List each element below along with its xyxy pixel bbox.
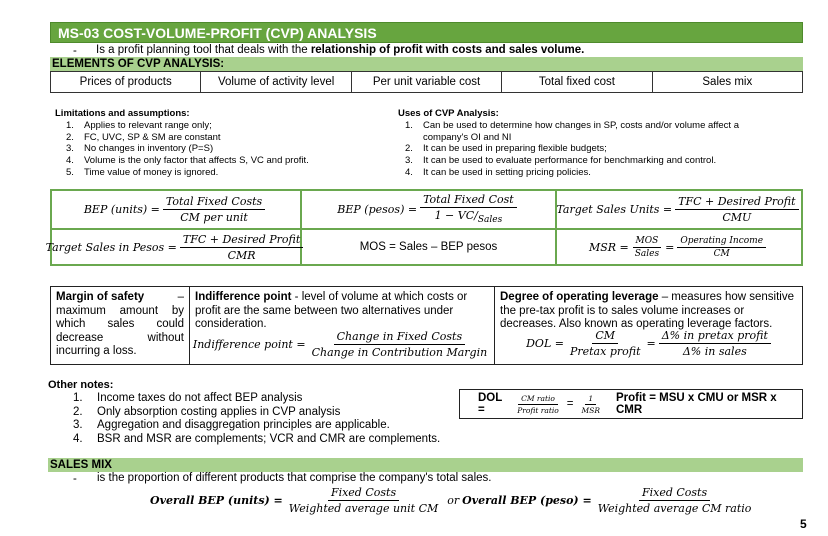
sales-mix-heading: SALES MIX [48, 458, 803, 472]
list-item: 1. Income taxes do not affect BEP analysis [73, 392, 303, 404]
elements-table [50, 71, 803, 93]
mos-formula: MOS = Sales – BEP pesos [359, 241, 498, 253]
intro-dash: - [73, 45, 77, 57]
margin-of-safety-def: Margin of safety – maximum amount by which sales could decrease without incurring a loss. [56, 291, 184, 357]
indifference-formula: Indifference point = $\frac{\text{Change in Fixed Costs}}{\text{Change in Contribution Margin}}$ [192, 330, 488, 359]
list-item: 3. Aggregation and disaggregation principles are applicable. [73, 419, 390, 431]
definitions-box [50, 286, 803, 365]
other-notes-list [73, 392, 440, 446]
sales-mix-text: is the proportion of different products that comprise the company's total sales. [97, 472, 492, 484]
msr-formula: MSR = $\frac{\text{MOS}}{\text{Sales}}$ = $\frac{\text{Operating Income}}{CM}$ [557, 230, 801, 264]
list-item: 4. Volume is the only factor that affects S, VC and profit. [66, 155, 309, 167]
page-number: 5 [800, 517, 807, 531]
uses-heading: Uses of CVP Analysis: [398, 108, 499, 119]
page-title: MS-03 COST-VOLUME-PROFIT (CVP) ANALYSIS [50, 22, 803, 43]
list-item: 5. Time value of money is ignored. [66, 166, 219, 178]
list-item: 3. No changes in inventory (P=S) [66, 143, 214, 155]
list-item: 2. Only absorption costing applies in CVP analysis [73, 405, 341, 418]
list-item: 3. It can be used to evaluate performance for benchmarking and control. [405, 155, 717, 167]
list-item-continuation: company's OI and NI [423, 131, 512, 143]
element-cell: Prices of products [51, 72, 201, 92]
bep-units-formula: BEP (units) = $\frac{\text{Total Fixed Costs}}{\text{CM per unit}}$ [52, 191, 300, 228]
element-cell: Per unit variable cost [352, 72, 502, 92]
dol-formula: DOL = $\frac{CM}{\text{Pretax profit}}$ = $\frac{\text{Δ\% in pretax profit}}{\text{Δ\% in sales}}$ [500, 329, 800, 358]
formula-grid [45, 189, 803, 266]
element-cell: Volume of activity level [201, 72, 351, 92]
limitations-list [66, 120, 309, 179]
intro-text: Is a profit planning tool that deals with the relationship of profit with costs and sales volume. [96, 44, 585, 56]
bep-pesos-formula: BEP (pesos) = $\frac{\text{Total Fixed Cost}}{1 - VC/_{Sales}}$ [302, 191, 555, 228]
indifference-point-def: Indifference point - level of volume at which costs or profit are the same between two alternatives under consideration. [195, 291, 468, 330]
list-item: 4. It can be used in setting pricing policies. [405, 166, 591, 178]
sales-mix-formula: Overall BEP (units) = $\frac{\text{Fixed Costs}}{\text{Weighted average unit CM}}$ or Overall BEP (peso) = $\frac{\text{Fixed Costs}}{\text{Weighted average CM ratio}}$ [150, 486, 752, 515]
dol-profit-box: DOL = $\frac{\text{CM ratio}}{\text{Profit ratio}}$ = $\frac{1}{\text{MSR}}$ Profit = MSU x CMU or MSR x CMR [459, 389, 803, 419]
elements-heading: ELEMENTS OF CVP ANALYSIS: [50, 57, 803, 71]
list-item: 4. BSR and MSR are complements; VCR and CMR are complements. [73, 432, 441, 445]
list-item: 2. FC, UVC, SP & SM are constant [66, 131, 221, 143]
target-pesos-formula: Target Sales in Pesos = $\frac{\text{TFC + Desired Profit}}{\text{CMR}}$ [52, 230, 300, 264]
sales-mix-dash: - [73, 473, 77, 485]
list-item: 2. It can be used in preparing flexible budgets; [405, 143, 607, 155]
dol-def: Degree of operating leverage – measures how sensitive the pre-tax profit is to sales volume increases or decreases. Also known as operating leverage factors. [500, 291, 795, 330]
target-units-formula: Target Sales Units = $\frac{\text{TFC + Desired Profit}}{\text{CMU}}$ [557, 191, 801, 228]
list-item: 1. Applies to relevant range only; [66, 120, 212, 131]
other-notes-heading: Other notes: [48, 379, 114, 391]
list-item: 1. Can be used to determine how changes in SP, costs and/or volume affect a [405, 120, 739, 131]
uses-list [405, 120, 739, 179]
limitations-heading: Limitations and assumptions: [55, 108, 190, 119]
element-cell: Sales mix [702, 76, 753, 88]
element-cell: Total fixed cost [502, 72, 652, 92]
